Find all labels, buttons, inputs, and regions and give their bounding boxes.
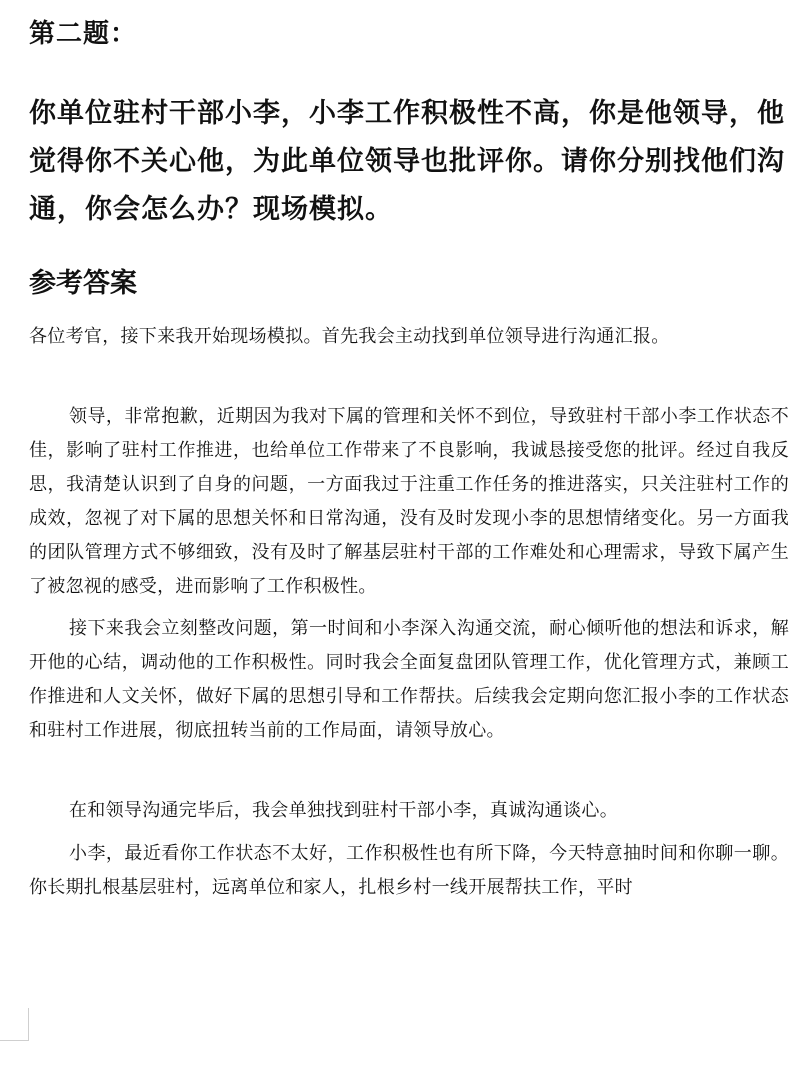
answer-paragraph: 小李，最近看你工作状态不太好，工作积极性也有所下降，今天特意抽时间和你聊一聊。你长期扎根基层驻村，远离单位和家人，扎根乡村一线开展帮扶工作，平时 [29,843,789,898]
question-text: 你单位驻村干部小李，小李工作积极性不高，你是他领导，他觉得你不关心他，为此单位领导也批评你。请你分别找他们沟通，你会怎么办？现场模拟。 [29,98,785,225]
answer-paragraph: 在和领导沟通完毕后，我会单独找到驻村干部小李，真诚沟通谈心。 [69,800,618,821]
page-corner-mark [0,1008,29,1041]
answer-paragraph: 接下来我会立刻整改问题，第一时间和小李深入沟通交流，耐心倾听他的想法和诉求，解开他的心结，调动他的工作积极性。同时我会全面复盘团队管理工作，优化管理方式，兼顾工作推进和人文关怀，做好下属的思想引导和工作帮扶。后续我会定期向您汇报小李的工作状态和驻村工作进展，彻底扭转当前的工作局面，请领导放心。 [29,618,789,741]
answer-heading: 参考答案 [29,268,137,299]
answer-paragraph: 领导，非常抱歉，近期因为我对下属的管理和关怀不到位，导致驻村干部小李工作状态不佳，影响了驻村工作推进，也给单位工作带来了不良影响，我诚恳接受您的批评。经过自我反思，我清楚认识到了自身的问题，一方面我过于注重工作任务的推进落实，只关注驻村工作的成效，忽视了对下属的思想关怀和日常沟通，没有及时发现小李的思想情绪变化。另一方面我的团队管理方式不够细致，没有及时了解基层驻村干部的工作难处和心理需求，导致下属产生了被忽视的感受，进而影响了工作积极性。 [29,406,789,597]
question-label: 第二题： [29,19,138,49]
answer-paragraph: 各位考官，接下来我开始现场模拟。首先我会主动找到单位领导进行沟通汇报。 [29,326,670,347]
document-page [29,0,789,905]
